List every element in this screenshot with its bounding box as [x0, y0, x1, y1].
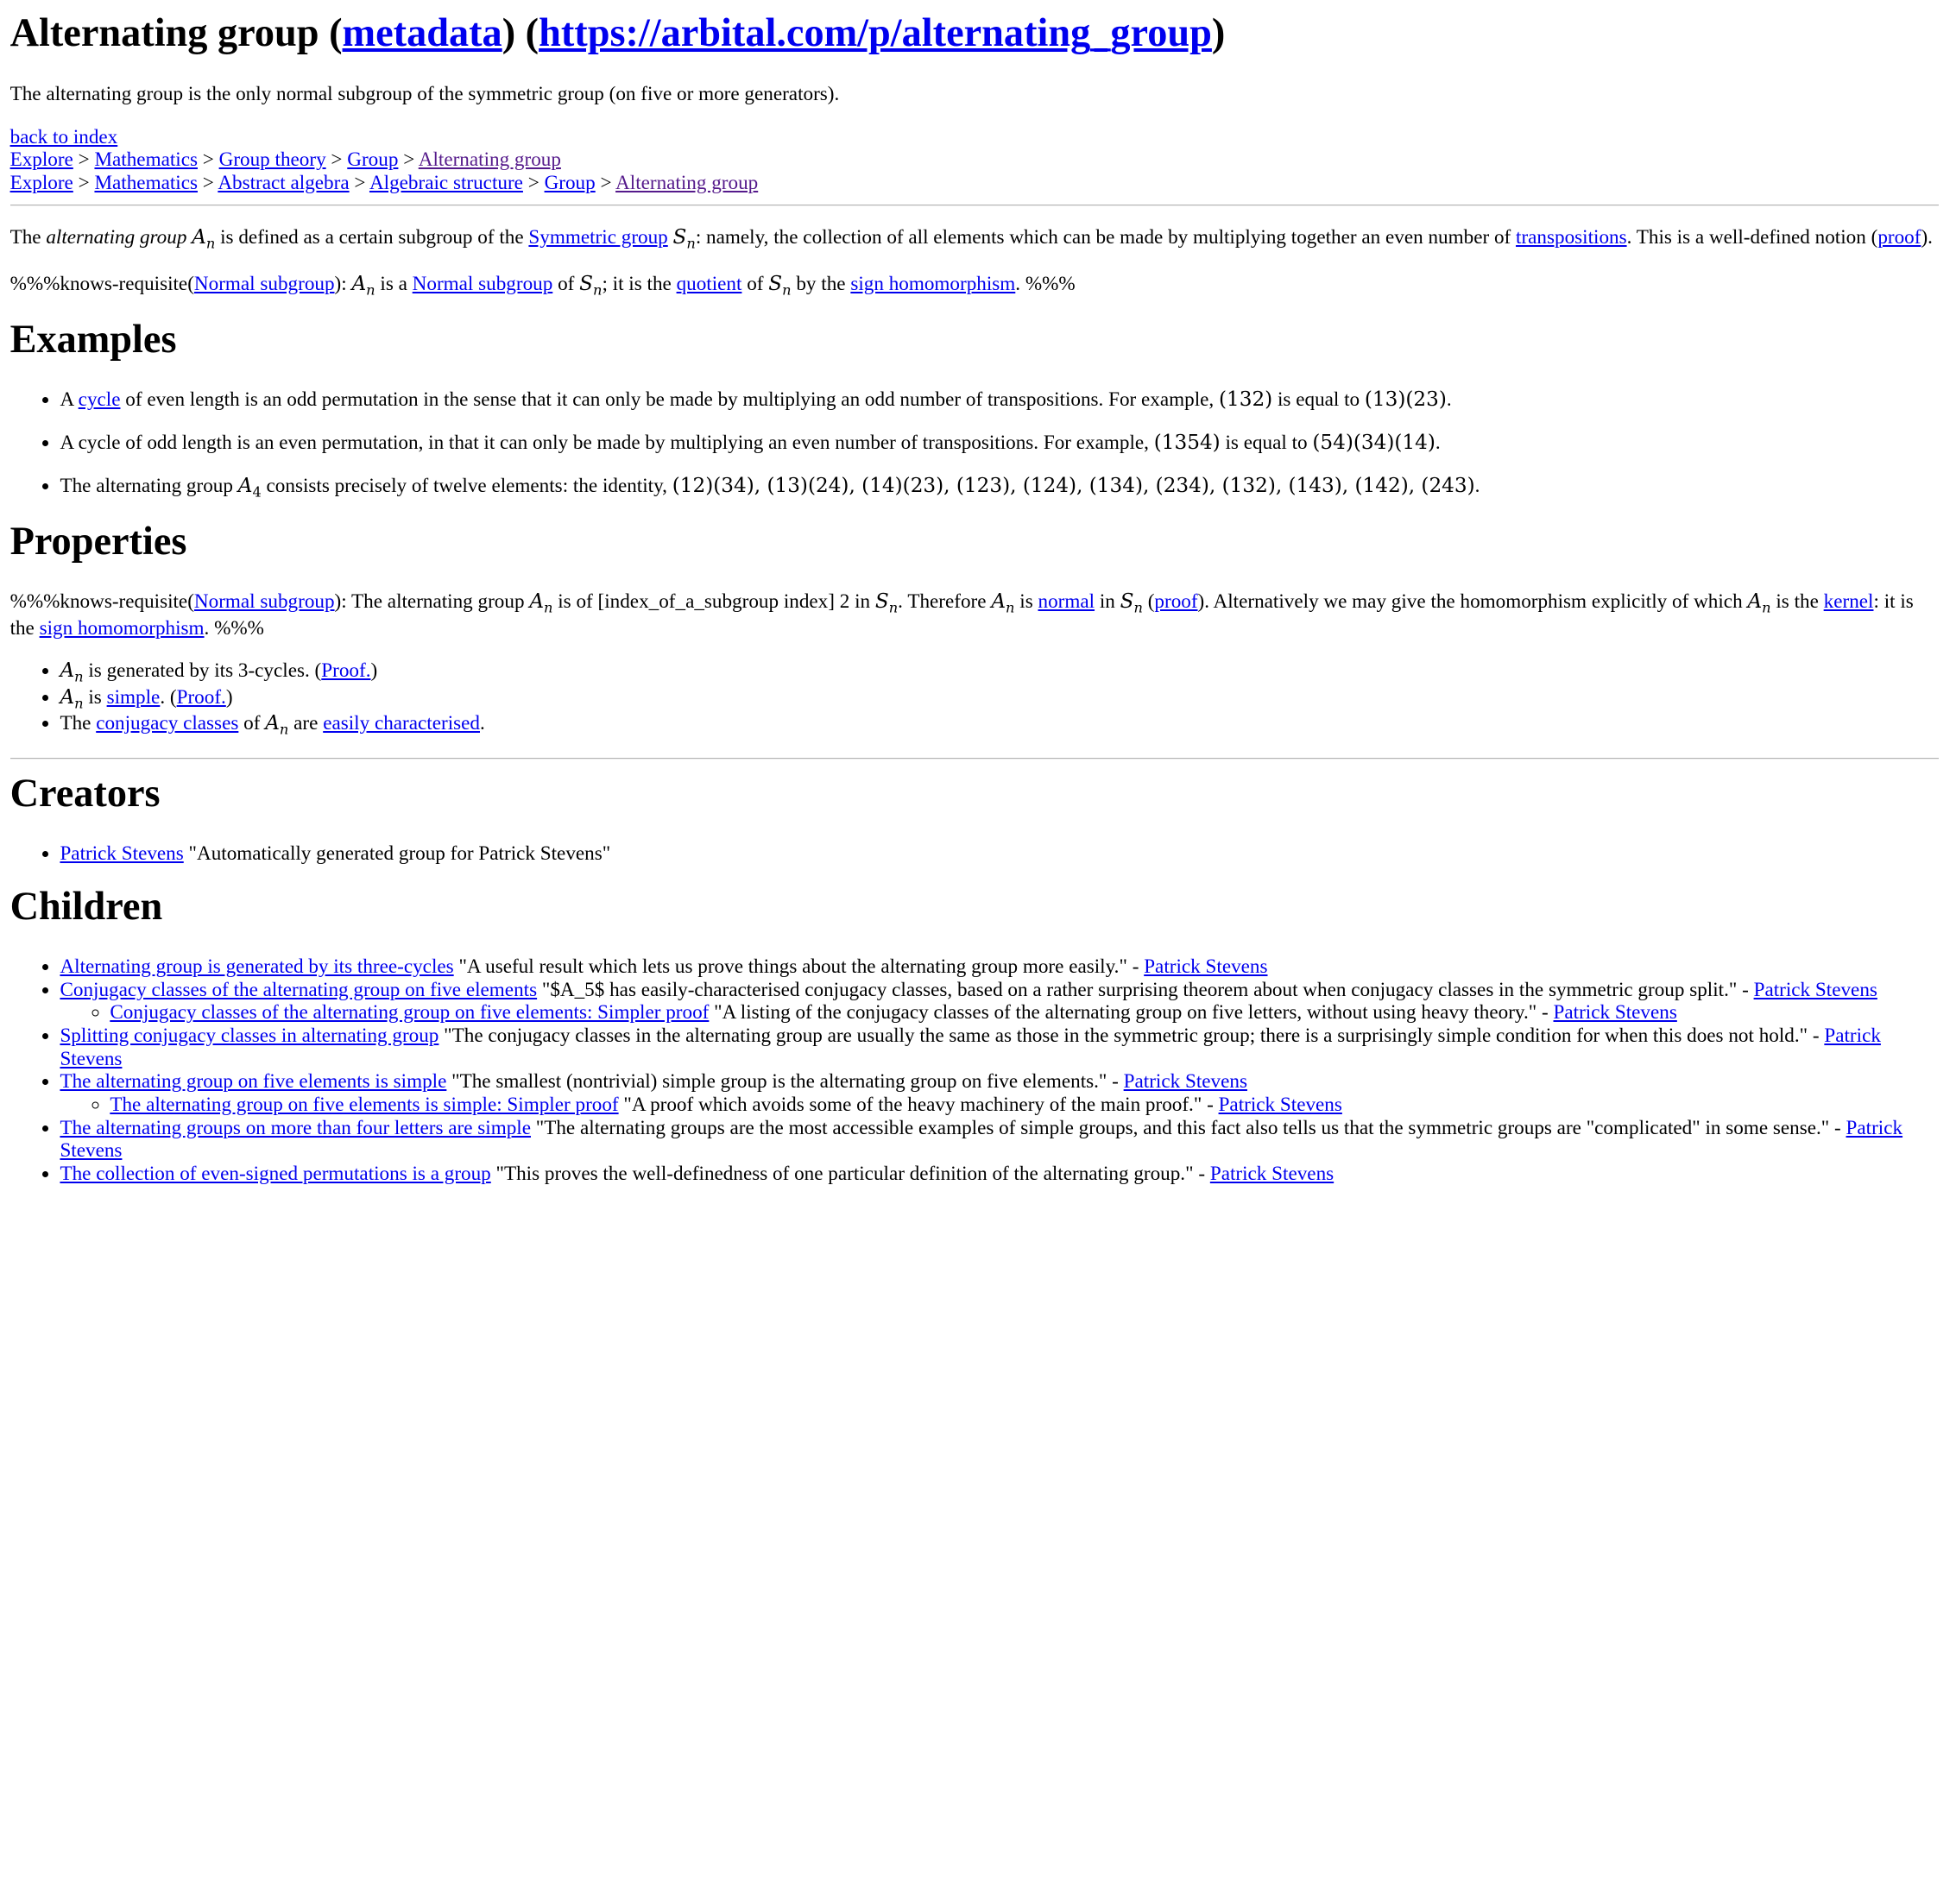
sub-list [60, 1001, 1938, 1025]
math-S-n: $S_n$ [672, 226, 696, 252]
list-item: • The alternating group on five elements is simple "The smallest (nontrivial) simple group is the alternating group on five elements." - Patrick Stevens ◦ The alternating group on five elements is simple: Simpler proof "A proof which avoids some of the heavy machinery of the main proof." - Patrick Stevens [60, 1070, 1938, 1116]
title-text: Alternating group ( [9, 11, 343, 56]
breadcrumb-group[interactable]: Group [347, 148, 399, 172]
list-item: • The alternating group $A_4$ consists precisely of twelve elements: the identity, (12)(34), (13)(24), (14)(23), (123), (124), (134), (234), (132), (143), (142), (243). [60, 475, 1938, 501]
breadcrumb-separator: > [595, 171, 616, 194]
breadcrumb-mathematics[interactable]: Mathematics [94, 171, 198, 194]
breadcrumb-abstract-algebra[interactable]: Abstract algebra [218, 171, 350, 194]
sub-list [60, 1094, 1938, 1117]
children-list [10, 955, 1939, 1185]
math-A-n: $A_n$ [991, 590, 1015, 617]
easily-characterised-link[interactable]: easily characterised [323, 711, 480, 734]
breadcrumb [10, 172, 1939, 195]
breadcrumb-separator: > [197, 171, 218, 194]
sign-homomorphism-link[interactable]: sign homomorphism [850, 272, 1016, 295]
cycle-link[interactable]: cycle [78, 388, 121, 412]
divider [10, 758, 1939, 760]
emphasis: alternating group [46, 226, 187, 249]
breadcrumb-explore[interactable]: Explore [9, 148, 73, 172]
simple-link[interactable]: simple [106, 685, 161, 709]
math-A-n: $A_n$ [192, 226, 216, 252]
list-item: ◦ Conjugacy classes of the alternating group on five elements: Simpler proof "A listing of the conjugacy classes of the alternating group on five letters, without using heavy theory." - Patrick Stevens [110, 1001, 1938, 1025]
breadcrumb-separator: > [73, 148, 95, 172]
list-item: • $A_n$ is generated by its 3-cycles. (Proof.) [60, 659, 1938, 685]
math-A-n: $A_n$ [529, 590, 553, 617]
normal-subgroup-link[interactable]: Normal subgroup [412, 272, 553, 295]
math-S-n: $S_n$ [768, 272, 792, 299]
title-text: ) [1211, 11, 1226, 56]
list-item: • The collection of even-signed permutations is a group "This proves the well-definedness of one particular definition of the alternating group." - Patrick Stevens [60, 1163, 1938, 1186]
list-item: • Alternating group is generated by its three-cycles "A useful result which lets us prove things about the alternating group more easily." - Patrick Stevens [60, 955, 1938, 979]
navigation [10, 126, 1939, 195]
breadcrumb-separator: > [73, 171, 95, 194]
creator-link[interactable]: Patrick Stevens [60, 842, 184, 866]
breadcrumb-explore[interactable]: Explore [9, 171, 73, 194]
title-text: ) ( [502, 11, 539, 56]
back-to-index-link[interactable]: back to index [9, 125, 118, 148]
proof-link[interactable]: proof [1877, 226, 1921, 249]
breadcrumb-alternating-group[interactable]: Alternating group [418, 148, 561, 172]
list-item: ◦ The alternating group on five elements is simple: Simpler proof "A proof which avoids some of the heavy machinery of the main proof." - Patrick Stevens [110, 1094, 1938, 1117]
conjugacy-classes-link[interactable]: conjugacy classes [96, 711, 239, 734]
author-link[interactable]: Patrick Stevens [60, 1116, 1903, 1163]
math-A-n: $A_n$ [60, 659, 84, 686]
math-expression: (12)(34), (13)(24), (14)(23), (123), (124), (134), (234), (132), (143), (142), (243) [672, 474, 1475, 497]
breadcrumb-separator: > [398, 148, 419, 172]
proof-link[interactable]: Proof. [321, 659, 371, 683]
list-item: • Splitting conjugacy classes in alternating group "The conjugacy classes in the alternating group are usually the same as those in the symmetric group; there is a surprisingly simple condition for when this does not hold." - Patrick Stevens [60, 1025, 1938, 1070]
math-expression: (13)(23) [1364, 388, 1447, 412]
transpositions-link[interactable]: transpositions [1516, 226, 1627, 249]
breadcrumb-separator: > [325, 148, 348, 172]
list-item: • A cycle of even length is an odd permutation in the sense that it can only be made by multiplying an odd number of transpositions. For example, (132) is equal to (13)(23). [60, 388, 1938, 412]
page-summary: The alternating group is the only normal subgroup of the symmetric group (on five or more generators). [9, 82, 840, 105]
arbital-url-link[interactable]: https://arbital.com/p/alternating_group [539, 11, 1212, 56]
normal-subgroup-link[interactable]: Normal subgroup [193, 590, 335, 614]
author-link[interactable]: Patrick Stevens [1218, 1093, 1342, 1116]
author-link[interactable]: Patrick Stevens [1209, 1162, 1334, 1185]
breadcrumb-separator: > [522, 171, 545, 194]
creator-description: "Automatically generated group for Patrick Stevens" [183, 842, 611, 866]
author-link[interactable]: Patrick Stevens [1753, 978, 1877, 1001]
divider [10, 205, 1939, 206]
properties-heading: Properties [9, 520, 187, 564]
math-A-n: $A_n$ [265, 711, 289, 738]
breadcrumb-group[interactable]: Group [544, 171, 596, 194]
page-title [10, 12, 1939, 56]
requisite-paragraph: %%%knows-requisite(Normal subgroup): $A_n$ is a Normal subgroup of $S_n$; it is the quotient of $S_n$ by the sign homomorphism. %%% [9, 272, 1076, 299]
sign-homomorphism-link[interactable]: sign homomorphism [39, 616, 205, 640]
normal-subgroup-link[interactable]: Normal subgroup [193, 272, 335, 295]
child-page-link[interactable]: Alternating group is generated by its three-cycles [60, 955, 454, 979]
math-S-n: $S_n$ [1120, 590, 1143, 617]
list-item [60, 842, 1938, 866]
math-A-n: $A_n$ [60, 685, 84, 712]
breadcrumb-separator: > [197, 148, 219, 172]
list-item: • A cycle of odd length is an even permutation, in that it can only be made by multiplying an even number of transpositions. For example, (1354) is equal to (54)(34)(14). [60, 432, 1938, 455]
requisite-paragraph: %%%knows-requisite(Normal subgroup): The alternating group $A_n$ is of [index_of_a_subgroup index] 2 in $S_n$. Therefore $A_n$ is normal in $S_n$ (proof). Alternatively we may give the homomorphism explicitly of which $A_n$ is the kernel: it is the sign homomorphism. %%% [9, 590, 1914, 640]
breadcrumb-algebraic-structure[interactable]: Algebraic structure [369, 171, 523, 194]
page [0, 12, 1939, 1185]
math-expression: (132) [1218, 388, 1273, 412]
breadcrumb-mathematics[interactable]: Mathematics [94, 148, 198, 172]
examples-list [10, 388, 1939, 501]
math-S-n: $S_n$ [579, 272, 603, 299]
child-page-link[interactable]: The alternating group on five elements is simple: Simpler proof [110, 1093, 619, 1116]
children-heading: Children [9, 884, 163, 929]
child-page-link[interactable]: Conjugacy classes of the alternating group on five elements: Simpler proof [110, 1001, 710, 1025]
creators-list [10, 842, 1939, 866]
math-S-n: $S_n$ [874, 590, 899, 617]
breadcrumb-alternating-group[interactable]: Alternating group [615, 171, 759, 194]
math-A-n: $A_n$ [1747, 590, 1771, 617]
list-item: • The alternating groups on more than four letters are simple "The alternating groups are the most accessible examples of simple groups, and this fact also tells us that the symmetric groups are "complicated" in some sense." - Patrick Stevens [60, 1117, 1938, 1163]
proof-link[interactable]: Proof. [176, 685, 226, 709]
breadcrumb-separator: > [349, 171, 369, 194]
math-A-n: $A_n$ [351, 272, 375, 299]
child-page-link[interactable]: Conjugacy classes of the alternating group on five elements [60, 978, 538, 1001]
breadcrumb-group-theory[interactable]: Group theory [218, 148, 326, 172]
list-item: • Conjugacy classes of the alternating group on five elements "$A_5$ has easily-characterised conjugacy classes, based on a rather surprising theorem about when conjugacy classes in the symmetric group split." - Patrick Stevens ◦ Conjugacy classes of the alternating group on five elements: Simpler proof "A listing of the conjugacy classes of the alternating group on five letters, without using heavy theory." - Patrick Stevens [60, 979, 1938, 1025]
quotient-link[interactable]: quotient [676, 272, 742, 295]
math-expression: (54)(34)(14) [1312, 431, 1435, 454]
child-page-link[interactable]: The alternating group on five elements is simple [60, 1070, 447, 1094]
proof-link[interactable]: proof [1154, 590, 1198, 614]
author-link[interactable]: Patrick Stevens [1144, 955, 1268, 979]
author-link[interactable]: Patrick Stevens [1553, 1001, 1677, 1025]
list-item: • $A_n$ is simple. (Proof.) [60, 686, 1938, 712]
list-item: • The conjugacy classes of $A_n$ are easily characterised. [60, 712, 1938, 738]
child-page-link[interactable]: The collection of even-signed permutations is a group [60, 1162, 491, 1185]
properties-list [10, 659, 1939, 738]
breadcrumb [10, 148, 1939, 172]
child-page-link[interactable]: The alternating groups on more than four letters are simple [60, 1116, 531, 1139]
creators-heading: Creators [9, 771, 161, 816]
examples-heading: Examples [9, 317, 177, 362]
symmetric-group-link[interactable]: Symmetric group [528, 226, 668, 249]
author-link[interactable]: Patrick Stevens [60, 1025, 1881, 1070]
math-A-4: $A_4$ [237, 474, 262, 501]
math-expression: (1354) [1153, 431, 1221, 454]
normal-link[interactable]: normal [1038, 590, 1095, 614]
child-page-link[interactable]: Splitting conjugacy classes in alternating group [60, 1025, 439, 1048]
metadata-link[interactable]: metadata [342, 11, 502, 56]
author-link[interactable]: Patrick Stevens [1123, 1070, 1247, 1094]
kernel-link[interactable]: kernel [1823, 590, 1874, 614]
intro-paragraph: The alternating group $A_n$ is defined as a certain subgroup of the Symmetric group $S_n$: namely, the collection of all elements which can be made by multiplying together an even number of transpositions. This is a well-defined notion (proof). [9, 226, 1933, 252]
